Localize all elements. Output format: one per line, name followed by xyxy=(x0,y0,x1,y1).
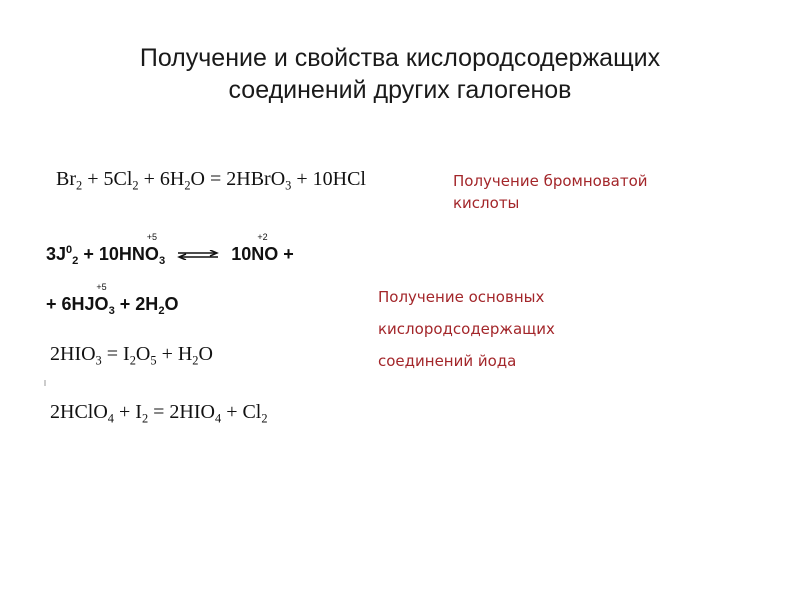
note-bromic-line-2: кислоты xyxy=(453,194,520,212)
equation-iodic-acid: + 6HJ +5 $O_3 + 2H_2O$ xyxy=(46,282,179,317)
note-bromic-acid xyxy=(453,170,648,214)
slide-title xyxy=(0,42,800,106)
oxidation-state-label: +5 xyxy=(146,232,158,242)
equation-iodine-nitric: $3J^0_2 + 10HN$ +5 $O_3$ +2 10NO + xyxy=(46,232,294,267)
note-iodine-compounds xyxy=(378,281,555,377)
note-iodine-line-3: соединений йода xyxy=(378,352,517,370)
title-line-1: Получение и свойства кислородсодержащих xyxy=(139,44,661,72)
equation-periodic-acid: 2HClO$_4$ + $I_2 = 2HIO_4 + Cl_2$ xyxy=(50,401,268,426)
equation-iodine-pentoxide: $2HIO_3 = I_2O_5 + H_2O$ xyxy=(50,343,213,368)
equation-bromic-acid: $Br_2 + 5Cl_2 + 6H_2O$ = 2HBrO$_3$ + 10HCl xyxy=(56,168,366,193)
oxidation-state-label: +5 xyxy=(96,282,107,292)
title-line-2: соединений других галогенов xyxy=(228,76,572,104)
note-bromic-line-1: Получение бромноватой xyxy=(453,172,648,190)
note-iodine-line-1: Получение основных xyxy=(378,288,545,306)
scan-artifact xyxy=(44,380,46,386)
equilibrium-arrow-icon xyxy=(176,250,220,260)
note-iodine-line-2: кислородсодержащих xyxy=(378,320,555,338)
oxidation-state-label: +2 xyxy=(257,232,268,242)
